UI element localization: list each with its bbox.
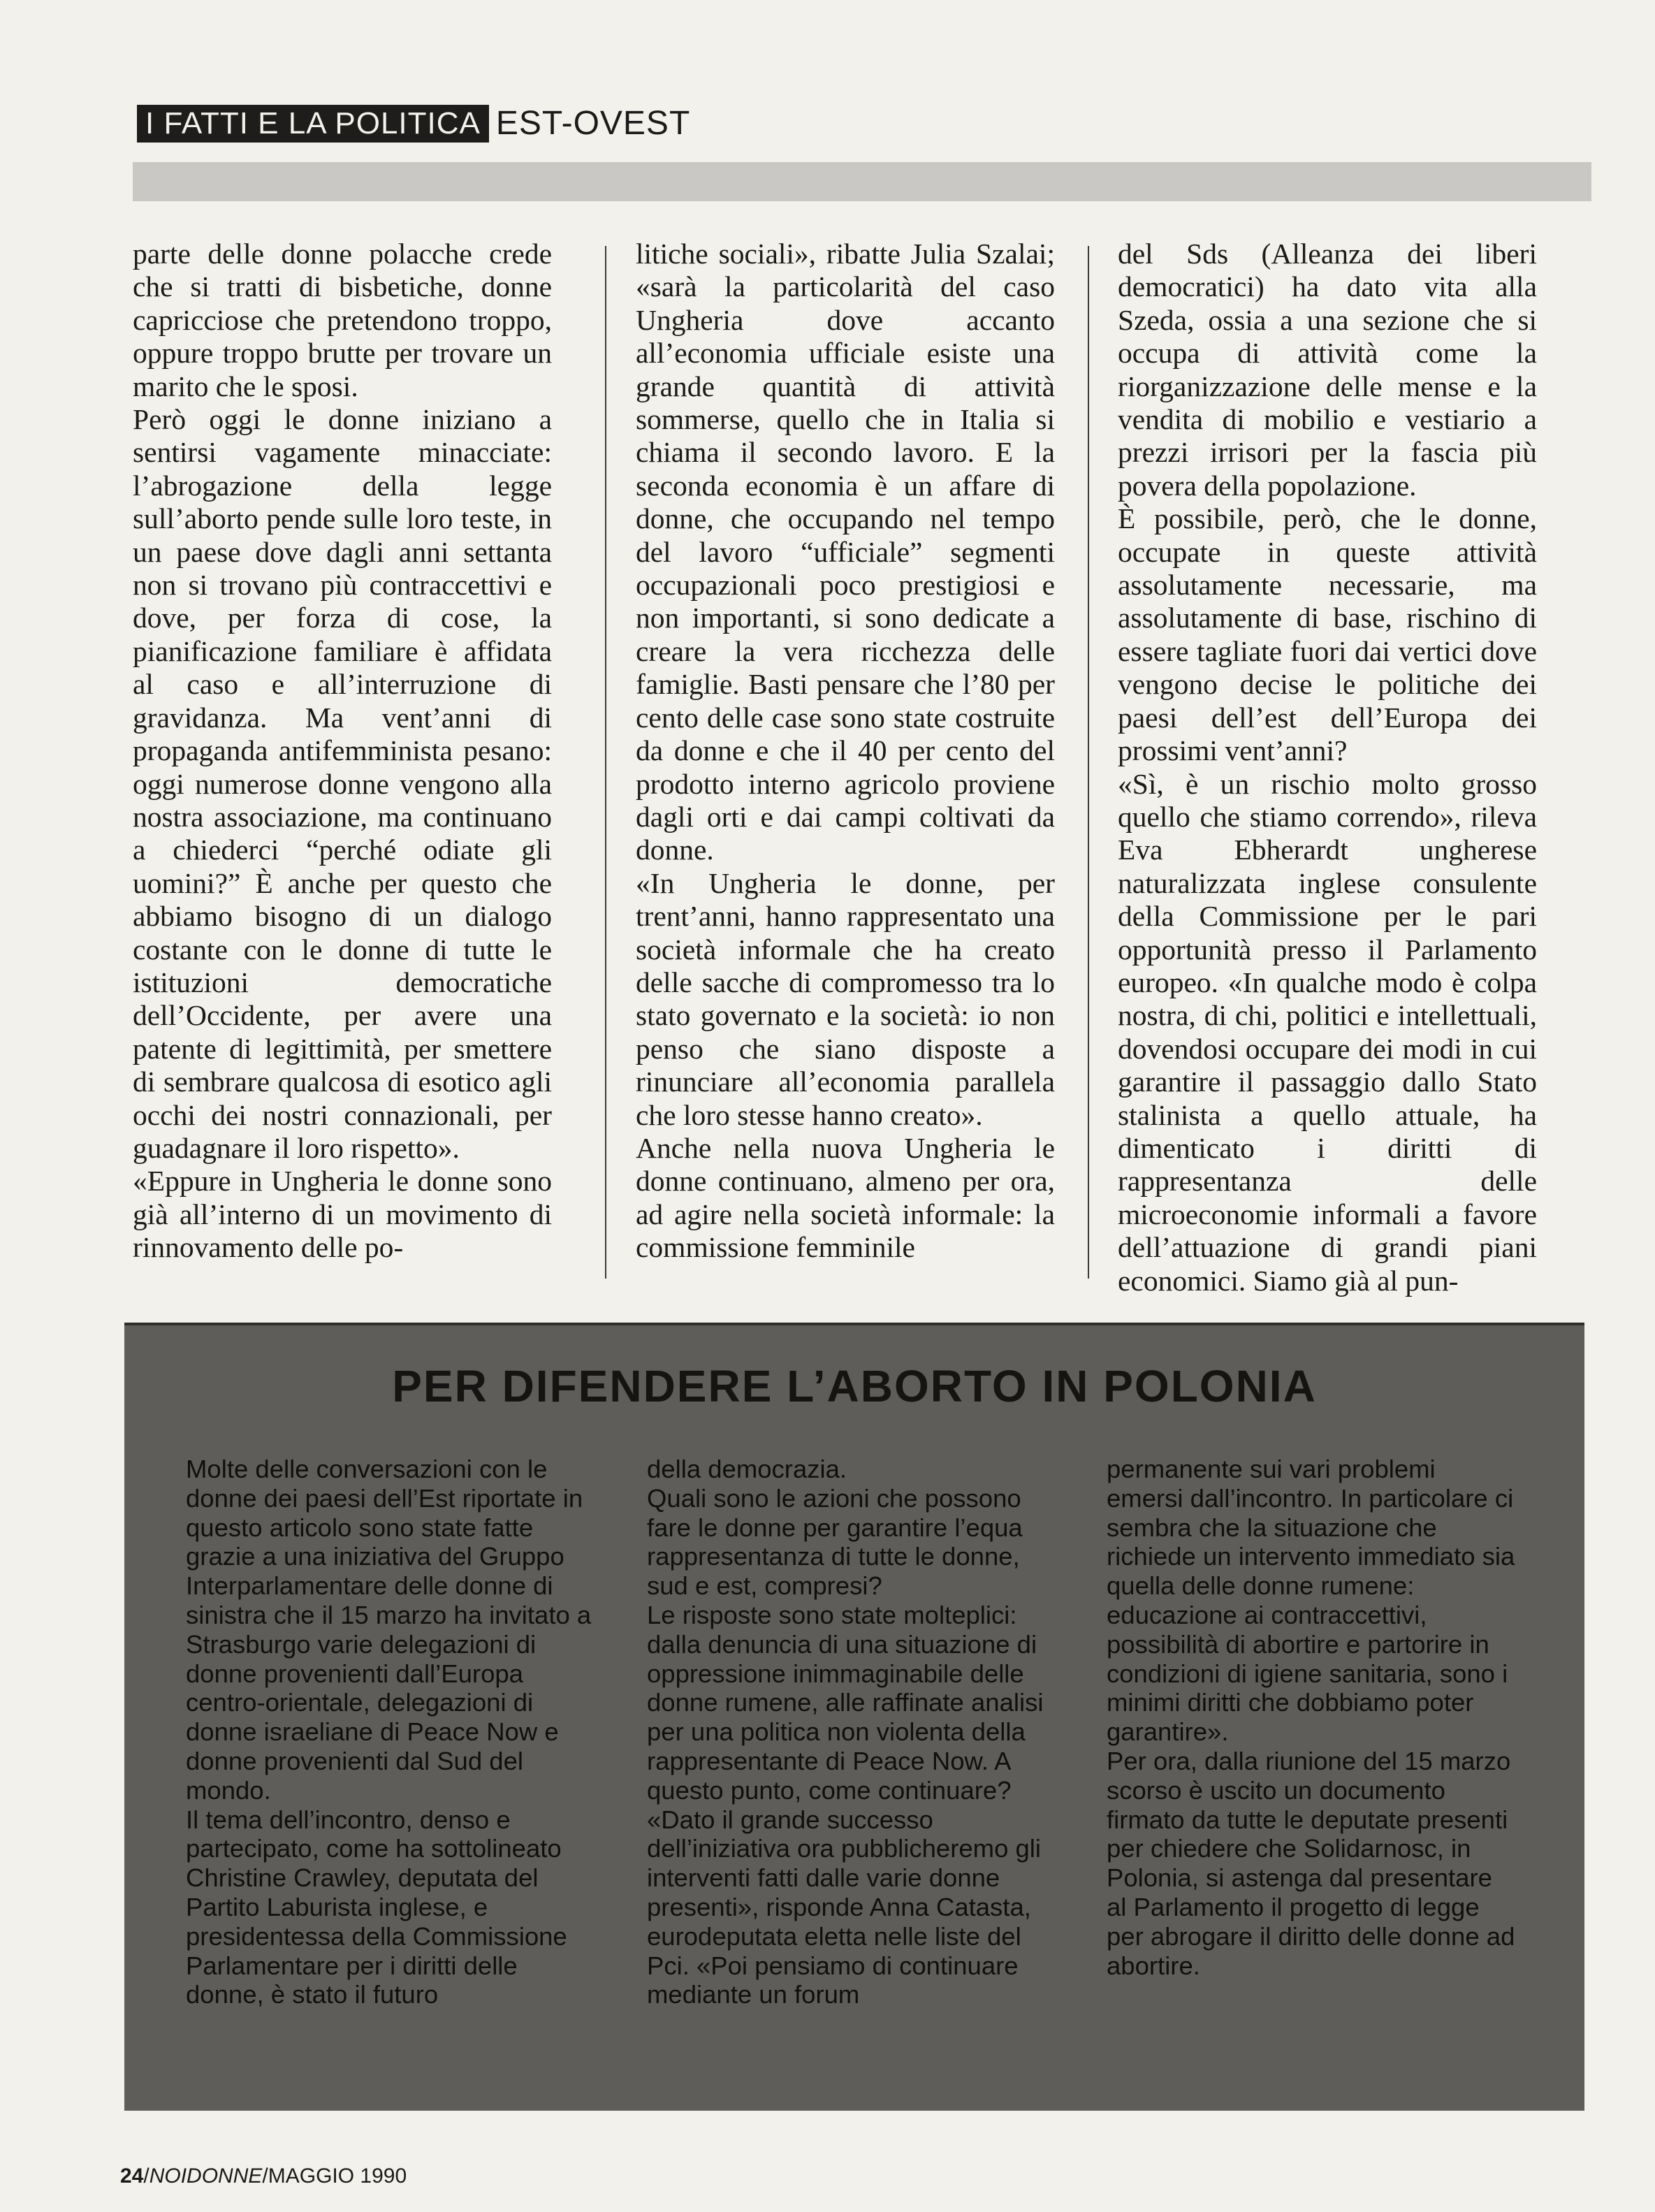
article-column-2 — [636, 238, 1055, 1275]
section-label: I FATTI E LA POLITICA — [137, 105, 489, 143]
paragraph: Le risposte sono state molteplici: dalla denuncia di una situazione di oppressione inimmaginabile delle donne rumene, alle raffinate analisi per una politica non violenta della rappresentante di Peace Now. A questo punto, come continuare? — [647, 1600, 1044, 1805]
article-column-3 — [1118, 238, 1537, 1297]
paragraph: «In Ungheria le donne, per trent’anni, hanno rappresentato una società informale che ha creato delle sacche di compromesso tra lo stato governato e la società: io non penso che siano disposte a rinunciare all’economia parallela che loro stesse hanno creato». — [636, 866, 1055, 1131]
box-column-2 — [647, 1455, 1059, 2097]
paragraph: Il tema dell’incontro, denso e partecipato, come ha sottolineato Christine Crawley, deputata del Partito Laburista inglese, e presidentessa della Commissione Parlamentare per i diritti delle donne, è stato il futuro — [186, 1805, 567, 2009]
paragraph: È possibile, però, che le donne, occupate in queste attività assolutamente necessarie, ma assolutamente di base, rischino di essere tagliate fuori dai vertici dove vengono decise le politiche dei paesi dell’est dell’Europa dei prossimi vent’anni? — [1118, 502, 1537, 767]
paragraph: «Eppure in Ungheria le donne sono già all’interno di un movimento di rinnovamento delle po- — [133, 1165, 552, 1264]
column-divider — [1088, 246, 1089, 1279]
header-rule-bar — [133, 162, 1591, 201]
paragraph: Però oggi le donne iniziano a sentirsi vagamente minacciate: l’abrogazione della legge sull’aborto pende sulle loro teste, in un paese dove dagli anni settanta non si trovano più contraccettivi e dove, per forza di cose, la pianificazione familiare è affidata al caso e all’interruzione di gravidanza. Ma vent’anni di propaganda antifemminista pesano: oggi numerose donne vengono alla nostra associazione, ma continuano a chiederci “perché odiate gli uomini?” È anche per questo che abbiamo bisogno di un dialogo costante con le donne di tutte le istituzioni democratiche dell’Occidente, per avere una patente di legittimità, per smettere di sembrare qualcosa di esotico agli occhi dei nostri connazionali, per guadagnare il loro rispetto». — [133, 403, 552, 1164]
box-column-1 — [186, 1455, 598, 2097]
magazine-name: NOIDONNE — [149, 2164, 263, 2188]
paragraph: del Sds (Alleanza dei liberi democratici) ha dato vita alla Szeda, ossia a una sezione che si occupa di attività come la riorganizzazione delle mense e la vendita di mobilio e vestiario a prezzi irrisori per la fascia più povera della popolazione. — [1118, 238, 1537, 502]
paragraph: «Dato il grande successo dell’iniziativa ora pubblicheremo gli interventi fatti dalle varie donne presenti», risponde Anna Catasta, eurodeputata eletta nelle liste del Pci. «Poi pensiamo di continuare mediante un forum — [647, 1805, 1042, 2009]
paragraph: litiche sociali», ribatte Julia Szalai; «sarà la particolarità del caso Ungheria dove accanto all’economia ufficiale esiste una grande quantità di attività sommerse, quello che in Italia si chiama il secondo lavoro. E la seconda economia è un affare di donne, che occupando nel tempo del lavoro “ufficiale” segmenti occupazionali poco prestigiosi e non importanti, si sono dedicate a creare la vera ricchezza delle famiglie. Basti pensare che l’80 per cento delle case sono state costruite da donne e che il 40 per cento del prodotto interno agricolo proviene dagli orti e dai campi coltivati da donne. — [636, 238, 1055, 866]
paragraph: Per ora, dalla riunione del 15 marzo scorso è uscito un documento firmato da tutte le deputate presenti per chiedere che Solidarnosc, in Polonia, si astenga dal presentare al Parlamento il progetto di legge per abrogare il diritto delle donne ad abortire. — [1107, 1746, 1515, 1980]
paragraph: Anche nella nuova Ungheria le donne continuano, almeno per ora, ad agire nella società informale: la commissione femminile — [636, 1131, 1055, 1264]
separator: / — [143, 2164, 150, 2188]
box-title: PER DIFENDERE L’ABORTO IN POLONIA — [392, 1361, 1317, 1411]
paragraph: permanente sui vari problemi emersi dall’incontro. In particolare ci sembra che la situazione che richiede un intervento immediato sia quella delle donne rumene: educazione ai contraccettivi, possibilità di abortire e partorire in condizioni di igiene sanitaria, sono i minimi diritti che dobbiamo poter garantire». — [1107, 1455, 1515, 1747]
section-header — [137, 105, 690, 143]
separator: / — [262, 2164, 268, 2188]
box-column-3 — [1107, 1455, 1519, 2097]
topic-label: EST-OVEST — [495, 105, 691, 142]
sidebar-box — [124, 1323, 1584, 2111]
column-divider — [605, 246, 606, 1279]
paragraph: Quali sono le azioni che possono fare le donne per garantire l’equa rappresentanza di tutte le donne, sud e est, compresi? — [647, 1483, 1023, 1601]
paragraph: Molte delle conversazioni con le donne dei paesi dell’Est riportate in questo articolo sono state fatte grazie a una iniziativa del Gruppo Interparlamentare delle donne di sinistra che il 15 marzo ha invitato a Strasburgo varie delegazioni di donne provenienti dall’Europa centro-orientale, delegazioni di donne israeliane di Peace Now e donne provenienti dal Sud del mondo. — [186, 1455, 592, 1805]
paragraph: della democrazia. — [647, 1455, 847, 1483]
page-number: 24 — [120, 2164, 144, 2188]
issue-date: MAGGIO 1990 — [268, 2164, 407, 2188]
paragraph: parte delle donne polacche crede che si tratti di bisbetiche, donne capricciose che pretendono troppo, oppure troppo brutte per trovare un marito che le sposi. — [133, 238, 552, 402]
paragraph: «Sì, è un rischio molto grosso quello che stiamo correndo», rileva Eva Ebherardt ungherese naturalizzata inglese consulente della Commissione per le pari opportunità presso il Parlamento europeo. «In qualche modo è colpa nostra, di chi, politici e intellettuali, dovendosi occupare dei modi in cui garantire il passaggio dallo Stato stalinista a quello attuale, ha dimenticato i diritti di rappresentanza delle microeconomie informali a favore dell’attuazione di grandi piani economici. Siamo già al pun- — [1118, 767, 1537, 1297]
article-column-1 — [133, 238, 552, 1275]
page-footer — [120, 2164, 407, 2188]
